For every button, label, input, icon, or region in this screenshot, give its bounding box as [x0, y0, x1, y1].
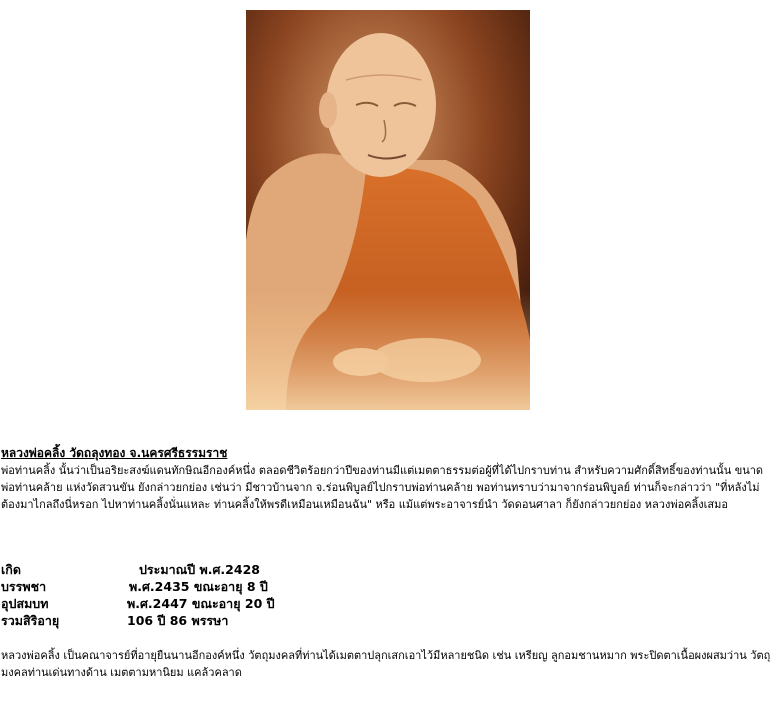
amulets-paragraph: หลวงพ่อคลิ้ง เป็นคณาจารย์ที่อายุยืนนานอีกองค์หนึ่ง วัตถุมงคลที่ท่านได้เมตตาปลุกเสกเอาไว้มีหลายชนิด เช่น เหรียญ ลูกอมชานหมาก พระปิดตาเนื้อผงผสมว่าน วัตถุมงคลท่านเด่นทางด้าน เมตตามหานิยม แคล้วคลาด — [1, 649, 771, 679]
fact-value: พ.ศ.2435 ขณะอายุ 8 ปี — [129, 579, 268, 594]
fact-value: พ.ศ.2447 ขณะอายุ 20 ปี — [127, 596, 275, 611]
fact-label: เกิด — [1, 562, 21, 577]
fact-label: บรรพชา — [1, 579, 47, 594]
portrait-illustration — [246, 10, 530, 410]
fact-value: ประมาณปี พ.ศ.2428 — [139, 562, 260, 577]
page-title: หลวงพ่อคลิ้ง วัดถลุงทอง จ.นครศรีธรรมราช — [1, 446, 228, 460]
biography-paragraph: พ่อท่านคลิ้ง นั้นว่าเป็นอริยะสงฆ์แดนทักษิณอีกองค์หนึ่ง ตลอดชีวิตร้อยกว่าปีของท่านมีแต่เมตตาธรรมต่อผู้ที่ได้ไปกราบท่าน สำหรับความศักดิ์สิทธิ์ของท่านนั้น ขนาดพ่อท่านคล้าย แห่งวัดสวนขัน ยังกล่าวยกย่อง เช่นว่า มีชาวบ้านจาก จ.ร่อนพิบูลย์ไปกราบพ่อท่านคล้าย พอท่านทราบว่ามาจากร่อนพิบูลย์ ท่านก็จะกล่าวว่า "ที่หลังไม่ต้องมาไกลถึงนี่หรอก ไปหาท่านคลิ้งนั่นแหละ ท่านคลิ้งให้พรดีเหมือนเหมือนฉัน" หรือ แม้แต่พระอาจารย์นำ วัดดอนศาลา ก็ยังกล่าวยกย่อง หลวงพ่อคลิ้งเสมอ — [1, 464, 764, 511]
fact-value: 106 ปี 86 พรรษา — [127, 613, 229, 628]
fact-label: รวมสิริอายุ — [1, 613, 60, 628]
monk-portrait-photo — [246, 10, 530, 410]
fact-label: อุปสมบท — [1, 596, 49, 611]
